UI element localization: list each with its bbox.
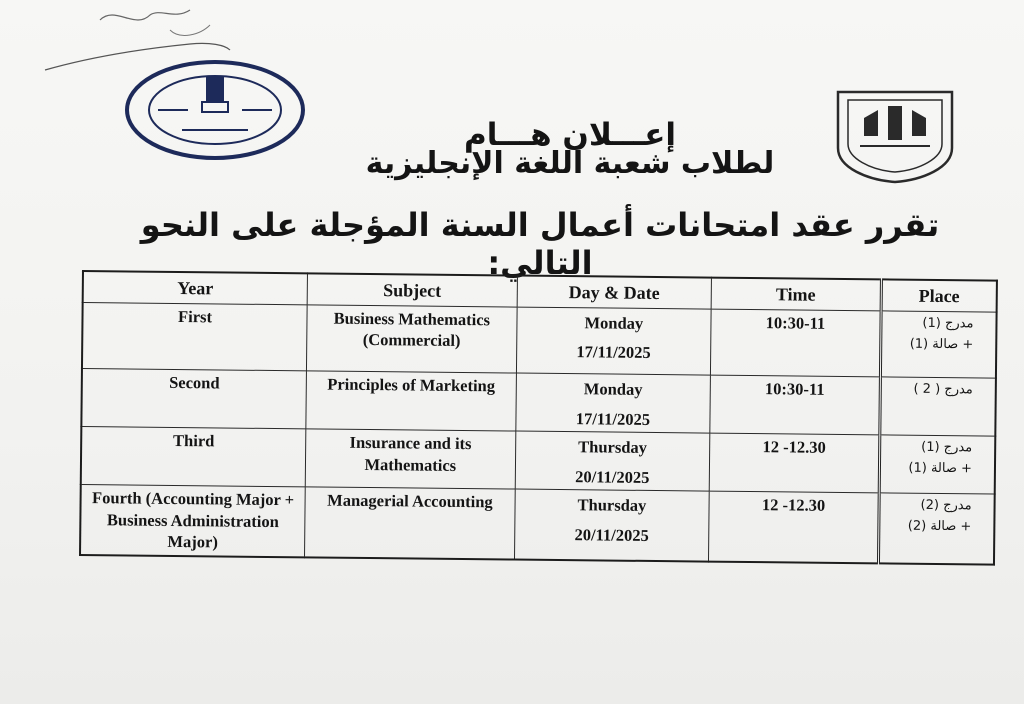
row-day-date bbox=[516, 307, 711, 375]
row-date: 17/11/2025 bbox=[575, 408, 651, 429]
row-day-date bbox=[514, 489, 709, 561]
row-place bbox=[880, 377, 996, 436]
header-place: Place bbox=[881, 279, 997, 312]
row-year: Third bbox=[81, 427, 306, 487]
row-place-line: مدرج ( 2 ) bbox=[913, 381, 973, 398]
row-place bbox=[880, 311, 996, 378]
row-day: Monday bbox=[583, 379, 643, 400]
row-subject: Insurance and its Mathematics bbox=[305, 429, 515, 489]
row-day-date bbox=[515, 431, 710, 491]
exam-schedule-table-wrap bbox=[79, 270, 998, 570]
row-place-line: + صالة (1) bbox=[908, 460, 973, 477]
table-row bbox=[81, 369, 996, 437]
row-year: First bbox=[82, 303, 307, 372]
row-date: 20/11/2025 bbox=[574, 525, 649, 545]
row-time: 10:30-11 bbox=[711, 309, 881, 377]
header-day-date: Day & Date bbox=[517, 276, 712, 310]
row-day: Thursday bbox=[578, 437, 648, 458]
row-day-date bbox=[515, 373, 710, 433]
header-subject: Subject bbox=[307, 273, 517, 307]
row-place bbox=[879, 435, 995, 494]
header-year: Year bbox=[83, 271, 308, 305]
row-time: 10:30-11 bbox=[710, 375, 880, 435]
row-place bbox=[878, 493, 995, 564]
row-time: 12 -12.30 bbox=[709, 492, 879, 564]
row-date: 20/11/2025 bbox=[575, 466, 650, 487]
table-row bbox=[80, 485, 995, 565]
university-logo bbox=[836, 88, 954, 184]
header-time: Time bbox=[711, 278, 881, 311]
row-day: Thursday bbox=[577, 495, 647, 516]
row-subject: Principles of Marketing bbox=[306, 371, 516, 431]
row-place-line: مدرج (1) bbox=[922, 315, 974, 332]
row-place-line: + صالة (2) bbox=[907, 518, 972, 535]
row-place-line: مدرج (1) bbox=[921, 440, 973, 456]
row-subject: Business Mathematics (Commercial) bbox=[307, 305, 517, 373]
announcement-title: إعـــلان هـــام bbox=[463, 116, 677, 153]
row-date: 17/11/2025 bbox=[576, 342, 651, 363]
faculty-seal bbox=[122, 58, 308, 162]
row-subject: Managerial Accounting bbox=[305, 487, 515, 559]
row-day: Monday bbox=[584, 313, 644, 333]
table-row bbox=[82, 303, 997, 379]
announcement-intro: تقرر عقد امتحانات أعمال السنة المؤجلة على النحو التالي: bbox=[140, 206, 940, 282]
exam-schedule-table bbox=[79, 270, 998, 566]
row-time: 12 -12.30 bbox=[709, 433, 879, 493]
announcement-subtitle: لطلاب شعبة اللغة الإنجليزية bbox=[365, 146, 775, 181]
row-year: Second bbox=[81, 369, 306, 430]
row-place-line: + صالة (1) bbox=[909, 336, 974, 353]
table-row bbox=[81, 427, 996, 495]
row-year: Fourth (Accounting Major + Business Administration Major) bbox=[80, 485, 305, 557]
row-place-line: مدرج (2) bbox=[920, 498, 972, 514]
